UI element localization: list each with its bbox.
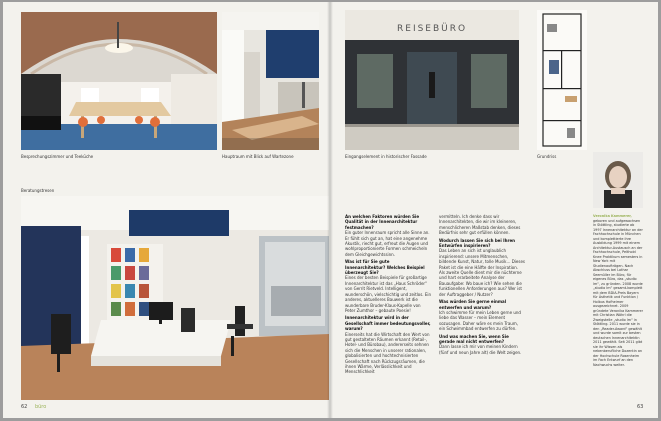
floorplan-drawing — [537, 10, 587, 150]
storefront-photo — [345, 10, 519, 150]
right-page — [329, 2, 658, 418]
caption-main-room: Hauptraum mit Blick auf Wartezone — [222, 154, 294, 159]
interview-column-1 — [345, 214, 431, 377]
interview-answer: Eines der besten Beispiele für großartige Innenarchitektur ist das „Haus Schröder“ von Gerrit Rietveld. Intelligent, wunderschön, vielschichtig und zeitlos. Ein anderes, aktuelleres Bauwerk ist die wunderbare Bruder-Klaus-Kapelle von Peter Zumthor – gebaute Poesie! — [345, 275, 432, 313]
interview-question: Was würden Sie gerne einmal entwerfen und warum? — [439, 299, 507, 310]
interview-question: An welchen Faktoren würden Sie Qualität in der Innenarchitektur festmachen? — [345, 214, 420, 230]
interview-answer: Ein guter Innenraum spricht alle Sinne an. Er fühlt sich gut an, hat eine angenehme Akustik, riecht gut, erfreut die Augen und wohlproportionierte Formen schmeicheln dem Gleichgewichtssinn. — [345, 230, 430, 257]
interview-answer: Das Leben an sich ist unglaublich inspirierend: unsere Mitmenschen, bildende Kunst, Natur, tolle Musik… Dieses Paket ist die eine Hälfte der Inspiration. Als zweite Quelle dient mir die nüchterne und hart erarbeitete Analyse der Bauaufgabe: Wo baue ich? Wie sehen die funktionellen Anforderungen aus? Wer ist der Auftraggeber / Nutzer? — [439, 248, 526, 297]
interview-answer: Ich schwimme für mein Leben gerne und liebe das Wasser – mein Element sozusagen. Daher wäre es mein Traum, ein Schwimmbad entwerfen zu dürfen. — [439, 309, 521, 332]
caption-counter: Beratungstresen — [21, 188, 55, 193]
caption-meeting-room: Besprechungszimmer und Teeküche — [21, 154, 94, 159]
gutter-shadow — [327, 2, 333, 418]
portrait-photo — [593, 152, 643, 208]
page-number-right: 63 — [637, 404, 644, 410]
storefront-sign: REISEBÜRO — [397, 24, 468, 34]
bio-column — [593, 214, 643, 367]
interview-block — [439, 238, 525, 297]
interview-block — [345, 315, 431, 374]
counter-photo — [21, 196, 329, 400]
interview-answer: Dann lasse ich mir von meinen Kindern (fünf und neun Jahre alt) die Welt zeigen. — [439, 344, 522, 355]
bio-text: geboren und aufgewachsen in Stöttling, studierte ab 1997 Innenarchitektur an der Fachhochschule in München und komplettierte ihre Ausbildung 1999 mit einem Architektur-Austausch an der Fachhochschule, Pelthold Knee Praktikum semesters in New York mit Studienaufträgen. Nach Abschluss bei Lothar Seemüller im Büro, für eigenes Büro, das „studio lm“, zu gründen. 2008 wurde „studio lm“ gesamt-komplett mit dem BDIA-Preis Bayern für Ästhetik und Funktion / Holbus Hofheimer ausgezeichnet. 2009 gründete Veronika Kammerer mit Christian Wöhrl die Zweigstelle „studio lm“ in Stöttling. 2011 wurde sie in den „Reader-Award“ gewählt und wurde somit zur besten deutschen Innenarchitektin 2011 gewählt. Seit 2011 gibt sie ihr Wissen als nebenberufliche Dozentin an der Hochschule Rosenheim im Fach Entwurf an den Nachwuchs weiter. — [593, 218, 643, 367]
left-page — [3, 2, 329, 418]
interview-block — [439, 334, 525, 356]
caption-entrance: Eingangselement in historischer Fassade — [345, 154, 427, 159]
interview-block — [345, 214, 431, 257]
main-room-photo — [222, 12, 319, 150]
interview-question: Wodurch lassen Sie sich bei Ihren Entwürfen inspirieren? — [439, 237, 516, 249]
bio-name: Veronika Kammerer, — [593, 214, 632, 218]
interview-answer: vermitteln. Ich denke dass wir Innenarchitekten, die wir im kleineren, menschlicheren Maßstab denken, dieses Bedürfnis sehr gut erfüllen können. — [439, 214, 521, 236]
page-number-left: 62 — [21, 404, 28, 410]
interview-block — [439, 299, 525, 331]
interview-question: Was ist für Sie gute Innenarchitektur? Welches Beispiel überzeugt Sie? — [345, 259, 425, 276]
caption-floorplan: Grundriss — [537, 154, 557, 159]
meeting-room-photo — [21, 12, 217, 150]
folio-left — [21, 404, 46, 410]
interview-column-2 — [439, 214, 525, 357]
section-label: büro — [34, 404, 47, 410]
interview-question: Und was machen Sie, wenn Sie gerade mal nicht entwerfen? — [439, 333, 509, 344]
interview-block — [345, 259, 431, 313]
interview-block — [439, 214, 525, 236]
interview-answer: Einerseits hat die Wirtschaft den Wert von gut gestalteten Räumen erkannt (Retail-, Hotel- und Bürobau), andererseits sehnen sich die Menschen in unserer rationalen, globalisierten und hochtechnisierten Gesellschaft nach Rückzugsräumen, die ihnen Wärme, Verlässlichkeit und Menschlichkeit — [345, 331, 430, 375]
interview-question: Innenarchitektur wird in der Gesellschaft immer bedeutungsvoller, warum? — [345, 315, 431, 332]
